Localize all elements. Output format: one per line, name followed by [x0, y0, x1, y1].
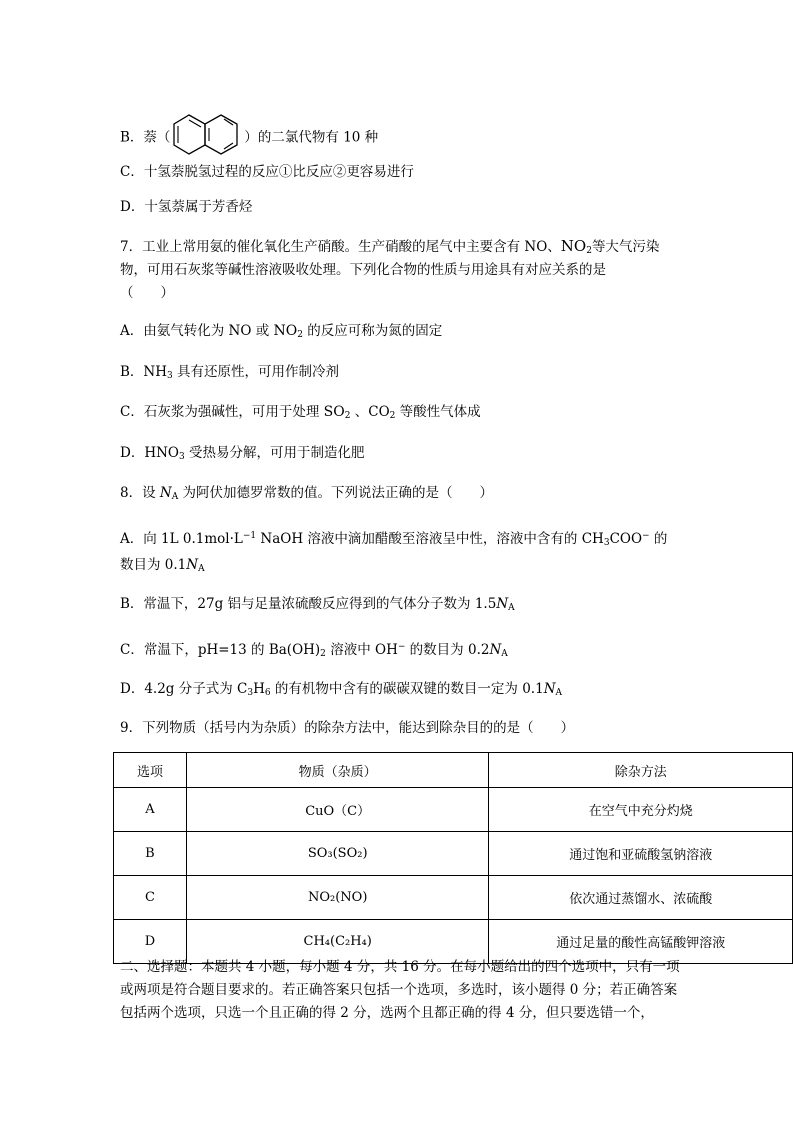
row-option: A	[114, 788, 187, 832]
q7-option-c: C．石灰浆为强碱性，可用于处理 $SO_2$ 、$CO_2$ 等酸性气体成	[120, 404, 481, 421]
q7-option-a: A．由氨气转化为 NO 或 $NO_2$ 的反应可称为氮的固定	[120, 323, 443, 340]
row-method: 依次通过蒸馏水、浓硫酸	[489, 876, 793, 920]
q8-option-c: C．常温下，pH=13 的 $Ba(OH)_2$ 溶液中 OH− 的数目为 $0.2N_A$	[120, 642, 508, 659]
value-0-2na: $0.2N_A$	[467, 642, 508, 659]
row-option: D	[114, 920, 187, 964]
formula-oh: OH−	[375, 642, 406, 658]
q7-stem-line-2: 物，可用石灰浆等碱性溶液吸收处理。下列化合物的性质与用途具有对应关系的是	[120, 262, 606, 278]
header-option: 选项	[114, 753, 187, 788]
row-substance: CH₄(C₂H₄)	[186, 920, 489, 964]
q7-option-d: D．$HNO_3$ 受热易分解，可用于制造化肥	[120, 445, 365, 462]
q6-option-d: D．十氢萘属于芳香烃	[120, 199, 253, 215]
row-method: 通过足量的酸性高锰酸钾溶液	[489, 920, 793, 964]
table-row	[114, 832, 793, 876]
q7-option-b: B．$NH_3$ 具有还原性，可用作制冷剂	[120, 364, 340, 381]
q8-option-d: D．4.2g 分子式为 $C_3H_6$ 的有机物中含有的碳碳双键的数目一定为 $0.1N_A$	[120, 681, 563, 698]
header-substance: 物质（杂质）	[186, 753, 489, 788]
formula-no2: $NO_2$	[273, 323, 303, 340]
q8-stem: 8．设 $N_A$ 为阿伏加德罗常数的值。下列说法正确的是（ ）	[120, 485, 493, 502]
row-option: C	[114, 876, 187, 920]
value-0-1na: $0.1N_A$	[164, 557, 205, 574]
row-substance: NO₂(NO)	[186, 876, 489, 920]
q6-option-c: C．十氢萘脱氢过程的反应①比反应②更容易进行	[120, 164, 414, 180]
formula-ch3coo: $CH_3COO^-$	[581, 531, 650, 548]
table-header-row	[114, 753, 793, 788]
table-row	[114, 876, 793, 920]
row-substance: CuO（C）	[186, 788, 489, 832]
q8-option-a-line-2: 数目为 $0.1N_A$	[120, 557, 205, 574]
value-0-1na: $0.1N_A$	[522, 681, 563, 698]
row-option: B	[114, 832, 187, 876]
row-method: 在空气中充分灼烧	[489, 788, 793, 832]
header-method: 除杂方法	[489, 753, 793, 788]
q9-stem: 9．下列物质（括号内为杂质）的除杂方法中，能达到除杂目的的是（ ）	[120, 720, 575, 736]
symbol-na: $N_A$	[159, 485, 179, 502]
formula-c3h6: $C_3H_6$	[237, 681, 271, 698]
section-2-instructions: 二、选择题：本题共 4 小题，每小题 4 分，共 16 分。在每小题给出的四个选项中，只有一项或两项是符合题目要求的。若正确答案只包括一个选项，多选时，该小题得 0 分；若正确答案包括两个选项，只选一个且正确的得 2 分，选两个且都正确的得 4 分，但只要选错一个，	[120, 959, 680, 1021]
value-1-5na: $1.5N_A$	[474, 596, 515, 613]
row-method: 通过饱和亚硫酸氢钠溶液	[489, 832, 793, 876]
formula-no2: $NO_2$	[560, 237, 592, 256]
formula-nh3: $NH_3$	[143, 364, 173, 381]
formula-co2: $CO_2$	[368, 404, 396, 421]
row-substance: SO₃(SO₂)	[186, 832, 489, 876]
formula-ba-oh-2: $Ba(OH)_2$	[268, 642, 326, 659]
table-row	[114, 788, 793, 832]
q7-stem-line-3: （ ）	[120, 285, 174, 301]
naphthalene-structure-icon	[172, 112, 242, 164]
q8-option-b: B．常温下，27g 铝与足量浓硫酸反应得到的气体分子数为 $1.5N_A$	[120, 596, 515, 613]
q6-option-b: B．萘（ ）的二氯代物有 10 种	[120, 112, 378, 164]
formula-so2: $SO_2$	[323, 404, 351, 421]
q8-option-a-line-1: A．向 1L $0.1mol\cdot L^{-1}$ NaOH 溶液中滴加醋酸至溶液呈中性，溶液中含有的 $CH_3COO^-$ 的	[120, 531, 668, 548]
q9-table	[113, 752, 793, 964]
q7-stem-line-1: 7．工业上常用氨的催化氧化生产硝酸。生产硝酸的尾气中主要含有 NO、$NO_2$等大气污染	[120, 237, 660, 256]
formula-hno3: $HNO_3$	[144, 445, 185, 462]
